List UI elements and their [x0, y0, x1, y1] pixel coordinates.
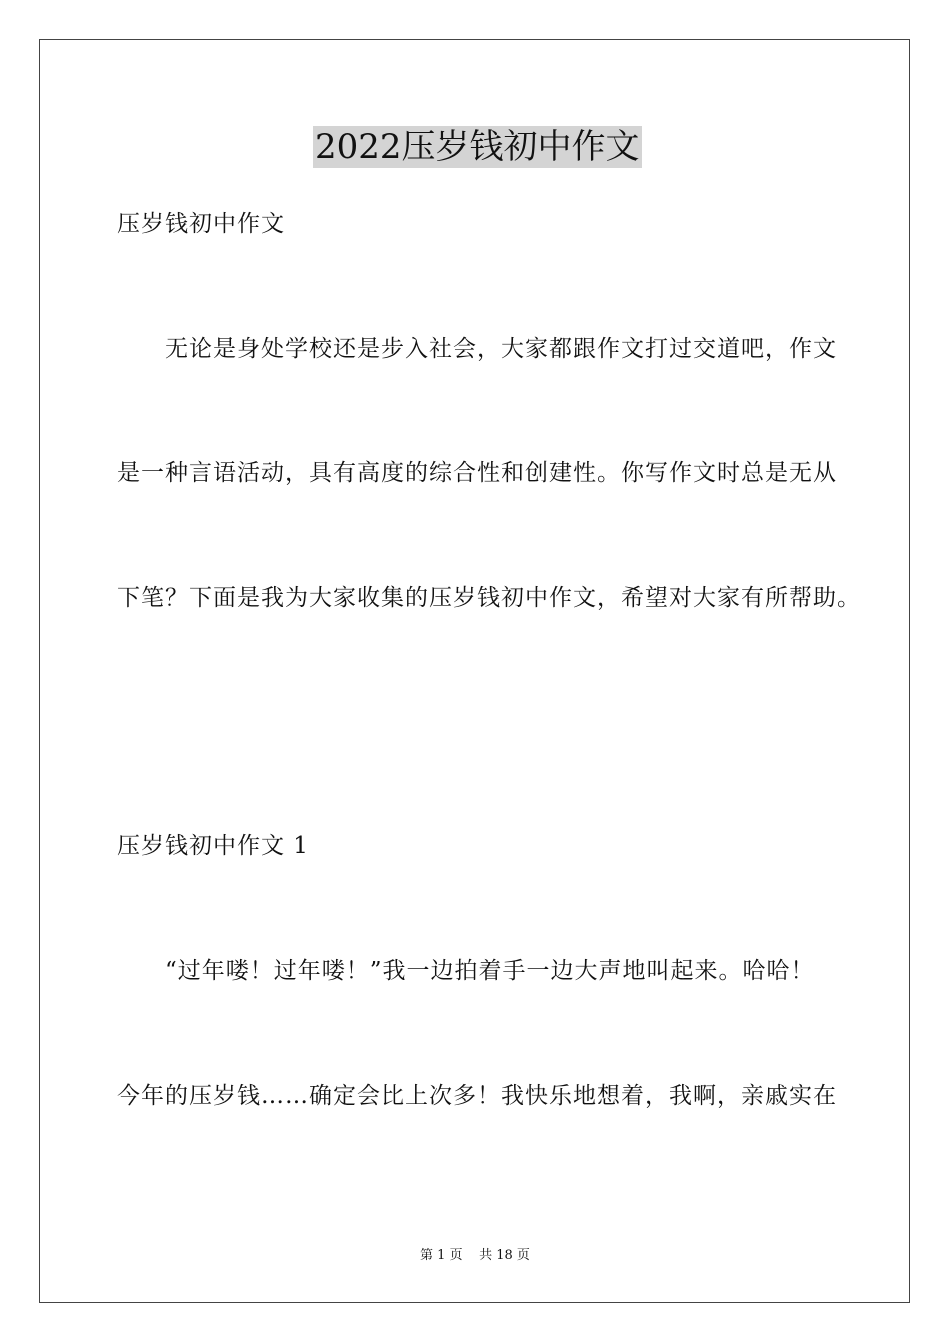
document-subtitle: 压岁钱初中作文	[117, 211, 285, 237]
page-footer	[0, 1247, 950, 1265]
intro-line-2: 是一种言语活动，具有高度的综合性和创建性。你写作文时总是无从	[117, 460, 837, 486]
document-title: 2022压岁钱初中作文	[315, 127, 640, 167]
body-line-2: 今年的压岁钱……确定会比上次多！我快乐地想着，我啊，亲戚实在	[117, 1083, 837, 1109]
section-heading: 压岁钱初中作文 1	[117, 833, 309, 859]
intro-line-3: 下笔？下面是我为大家收集的压岁钱初中作文，希望对大家有所帮助。	[117, 585, 861, 611]
page-number: 第 1 页	[420, 1248, 463, 1263]
total-pages: 共 18 页	[479, 1248, 530, 1263]
intro-line-1: 无论是身处学校还是步入社会，大家都跟作文打过交道吧，作文	[165, 336, 837, 362]
body-line-1: “过年喽！过年喽！”我一边拍着手一边大声地叫起来。哈哈！	[165, 958, 815, 984]
